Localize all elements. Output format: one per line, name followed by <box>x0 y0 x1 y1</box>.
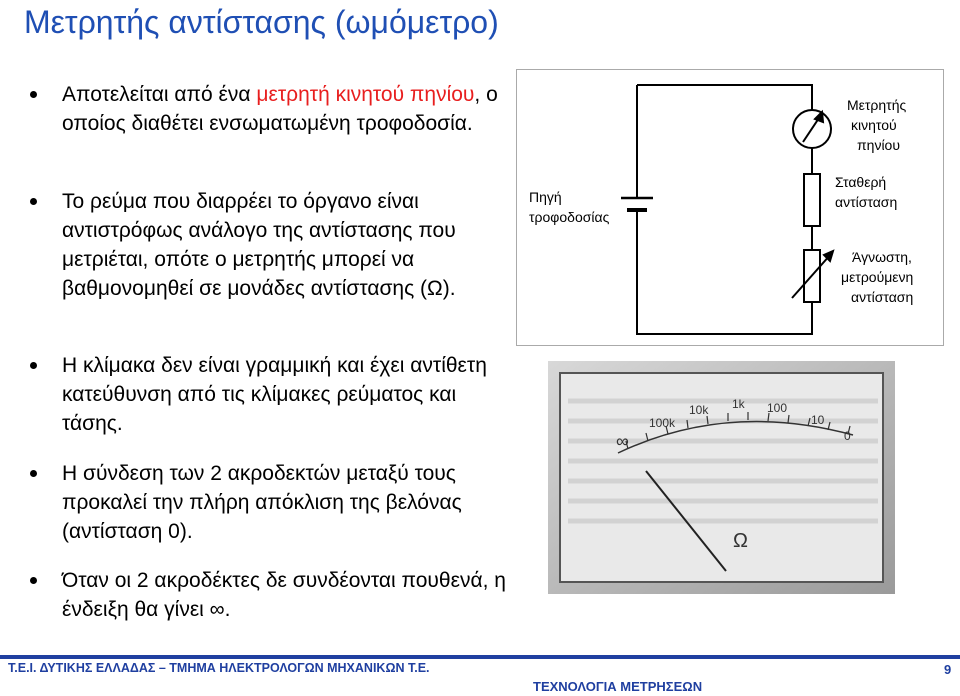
bullet-5-text: Όταν οι 2 ακροδέκτες δε συνδέονται πουθενά, η ένδειξη θα γίνει ∞. <box>62 569 506 621</box>
fixed-label-2: αντίσταση <box>835 194 898 210</box>
bullet-dot <box>30 577 37 584</box>
page-number: 9 <box>944 662 952 677</box>
bullet-dot <box>30 91 37 98</box>
bullet-dot <box>30 198 37 205</box>
scale-label-10: 10 <box>811 413 825 427</box>
wire-top <box>637 85 812 110</box>
slide-title: Μετρητής αντίστασης (ωμόμετρο) <box>24 4 499 40</box>
footer-divider <box>0 655 960 659</box>
bullet-1 <box>30 80 510 138</box>
bullet-dot <box>30 362 37 369</box>
scale-label-1k: 1k <box>732 397 745 411</box>
fixed-label-1: Σταθερή <box>835 174 887 190</box>
bullet-3 <box>30 351 510 438</box>
bullet-1-pre: Αποτελείται από ένα <box>62 83 257 106</box>
bullet-4-text: Η σύνδεση των 2 ακροδεκτών μεταξύ τους προκαλεί την πλήρη απόκλιση της βελόνας (αντίσταση 0). <box>62 462 462 543</box>
footer-institution: Τ.Ε.Ι. ΔΥΤΙΚΗΣ ΕΛΛΑΔΑΣ – ΤΜΗΜΑ ΗΛΕΚΤΡΟΛΟΓΩΝ ΜΗΧΑΝΙΚΩΝ Τ.Ε. <box>8 661 430 675</box>
bullet-5 <box>30 566 510 624</box>
scale-label-inf: ∞ <box>616 431 629 451</box>
variable-arrow <box>792 254 831 298</box>
ohmmeter-circuit-diagram <box>516 69 944 346</box>
meter-label-3: πηνίου <box>857 137 900 153</box>
footer-course: ΤΕΧΝΟΛΟΓΙΑ ΜΕΤΡΗΣΕΩΝ <box>533 679 703 694</box>
source-label-2: τροφοδοσίας <box>529 209 610 225</box>
bullet-1-highlight: μετρητή κινητού πηνίου <box>256 83 475 106</box>
source-label-1: Πηγή <box>529 189 562 205</box>
wire-bottom <box>637 220 812 334</box>
bullet-dot <box>30 470 37 477</box>
unknown-label-1: Άγνωστη, <box>852 249 912 265</box>
meter-label-2: κινητού <box>851 117 897 133</box>
meter-face <box>560 373 883 582</box>
fixed-resistor-icon <box>804 174 820 226</box>
bullet-3-text: Η κλίμακα δεν είναι γραμμική και έχει αντίθετη κατεύθυνση από τις κλίμακες ρεύματος και τάσης. <box>62 354 487 435</box>
scale-label-0: 0 <box>844 429 851 443</box>
unknown-label-3: αντίσταση <box>851 289 914 305</box>
unknown-label-2: μετρούμενη <box>841 269 914 285</box>
scale-label-100k: 100k <box>649 416 676 430</box>
meter-label-1: Μετρητής <box>847 97 907 113</box>
scale-label-100: 100 <box>767 401 788 415</box>
bullet-4 <box>30 459 510 546</box>
scale-label-10k: 10k <box>689 403 709 417</box>
bullet-2 <box>30 187 510 303</box>
ohmmeter-dial-photo <box>548 361 895 594</box>
bullet-1-post: , ο οποίος διαθέτει ενσωματωμένη τροφοδοσία. <box>62 83 498 135</box>
bullet-2-text: Το ρεύμα που διαρρέει το όργανο είναι αντιστρόφως ανάλογο της αντίστασης που μετριέται, οπότε ο μετρητής μπορεί να βαθμονομηθεί σε μονάδες αντίστασης (Ω). <box>62 190 456 300</box>
ohm-unit-label: Ω <box>733 530 748 552</box>
